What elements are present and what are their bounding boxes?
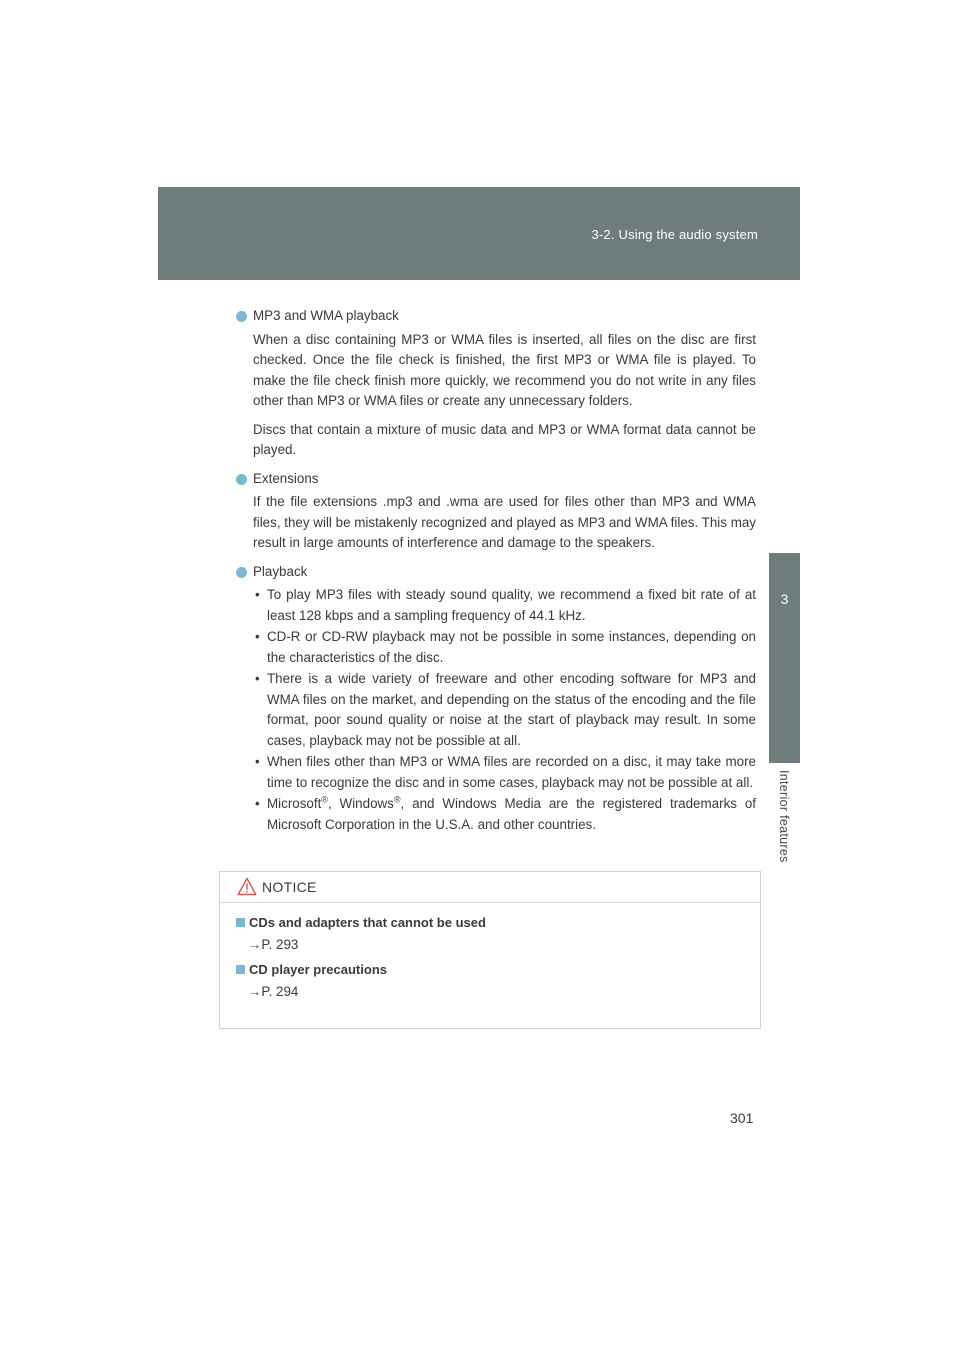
- page-number: 301: [730, 1110, 754, 1126]
- list-item: • CD-R or CD-RW playback may not be possible in some instances, depending on the characteristics of the disc.: [255, 629, 756, 665]
- list-item: • When files other than MP3 or WMA files are recorded on a disc, it may take more time to recognize the disc and in some cases, playback may not be possible at all.: [255, 754, 756, 790]
- notice-item: [236, 962, 760, 999]
- circle-bullet-icon: [236, 474, 247, 485]
- notice-item-title: CDs and adapters that cannot be used: [249, 915, 486, 930]
- notice-item-title: CD player precautions: [249, 962, 387, 977]
- chapter-number: 3: [780, 591, 789, 607]
- chapter-tab: [769, 553, 800, 763]
- circle-bullet-icon: [236, 567, 247, 578]
- bullet-mark: •: [255, 671, 260, 686]
- header-band: [158, 187, 800, 280]
- notice-title: NOTICE: [262, 879, 317, 895]
- paragraph: If the file extensions .mp3 and .wma are used for files other than MP3 and WMA files, they will be mistakenly recognized and played as MP3 and WMA files. This may result in large amounts of interference and damage to the speakers.: [253, 494, 756, 550]
- registered-mark: ®: [321, 794, 328, 805]
- section-playback: [236, 562, 756, 836]
- section-heading: Playback: [253, 563, 308, 579]
- registered-mark: ®: [393, 794, 401, 805]
- list-item-trademark: • Microsoft®, Windows®, and Windows Media are the registered trademarks of Microsoft Corporation in the U.S.A. and other countries.: [255, 794, 756, 832]
- bullet-mark: •: [255, 587, 260, 602]
- notice-item: [236, 915, 760, 952]
- page-reference-link[interactable]: →P. 294: [248, 984, 299, 999]
- square-bullet-icon: [236, 918, 245, 927]
- notice-box: [219, 871, 761, 1029]
- page-reference-link[interactable]: →P. 293: [248, 937, 299, 952]
- list-item: • To play MP3 files with steady sound quality, we recommend a fixed bit rate of at least 128 kbps and a sampling frequency of 44.1 kHz.: [255, 587, 756, 623]
- warning-triangle-icon: [237, 877, 257, 896]
- chapter-label: Interior features: [777, 770, 791, 863]
- bullet-list: [236, 585, 756, 835]
- section-heading: Extensions: [253, 470, 319, 486]
- square-bullet-icon: [236, 965, 245, 974]
- section-heading: MP3 and WMA playback: [253, 308, 399, 323]
- section-extensions: [236, 469, 756, 554]
- section-mp3-wma-playback: [236, 306, 756, 461]
- list-item: • There is a wide variety of freeware and other encoding software for MP3 and WMA files on the market, and depending on the status of the encoding and the file format, poor sound quality or noise at the start of playback may result. In some cases, playback may not be possible at all.: [255, 671, 756, 748]
- paragraph: When a disc containing MP3 or WMA files is inserted, all files on the disc are first checked. Once the file check is finished, the first MP3 or WMA file is played. To make the file check finish more quickly, we recommend you do not write in any files other than MP3 or WMA files or create any unnecessary folders.: [253, 331, 756, 408]
- bullet-mark: •: [255, 796, 260, 811]
- paragraph: Discs that contain a mixture of music data and MP3 or WMA format data cannot be played.: [253, 421, 756, 457]
- section-title: 3-2. Using the audio system: [591, 227, 758, 242]
- notice-header: [220, 872, 760, 903]
- bullet-mark: •: [255, 629, 260, 644]
- bullet-mark: •: [255, 754, 260, 769]
- main-content: [236, 306, 756, 841]
- circle-bullet-icon: [236, 311, 247, 322]
